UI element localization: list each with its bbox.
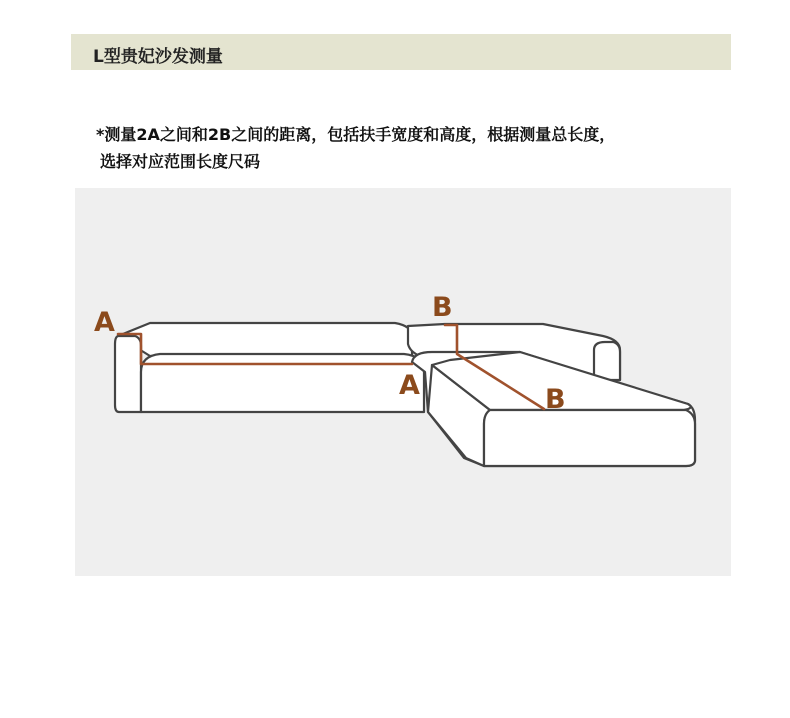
- marker-a-right: A: [399, 370, 420, 401]
- page-title: L型贵妃沙发测量: [93, 47, 223, 67]
- left-backrest: [118, 323, 412, 356]
- right-armrest: [594, 342, 620, 380]
- chaise-front-face: [484, 410, 695, 466]
- left-armrest: [115, 336, 141, 412]
- marker-a-left: A: [94, 307, 115, 338]
- instruction-line-1: *测量2A之间和2B之间的距离，包括扶手宽度和高度，根据测量总长度，: [96, 125, 616, 144]
- instruction-line-2: 选择对应范围长度尺码: [100, 152, 261, 171]
- marker-b-bottom: B: [545, 384, 566, 415]
- marker-b-top: B: [432, 292, 453, 323]
